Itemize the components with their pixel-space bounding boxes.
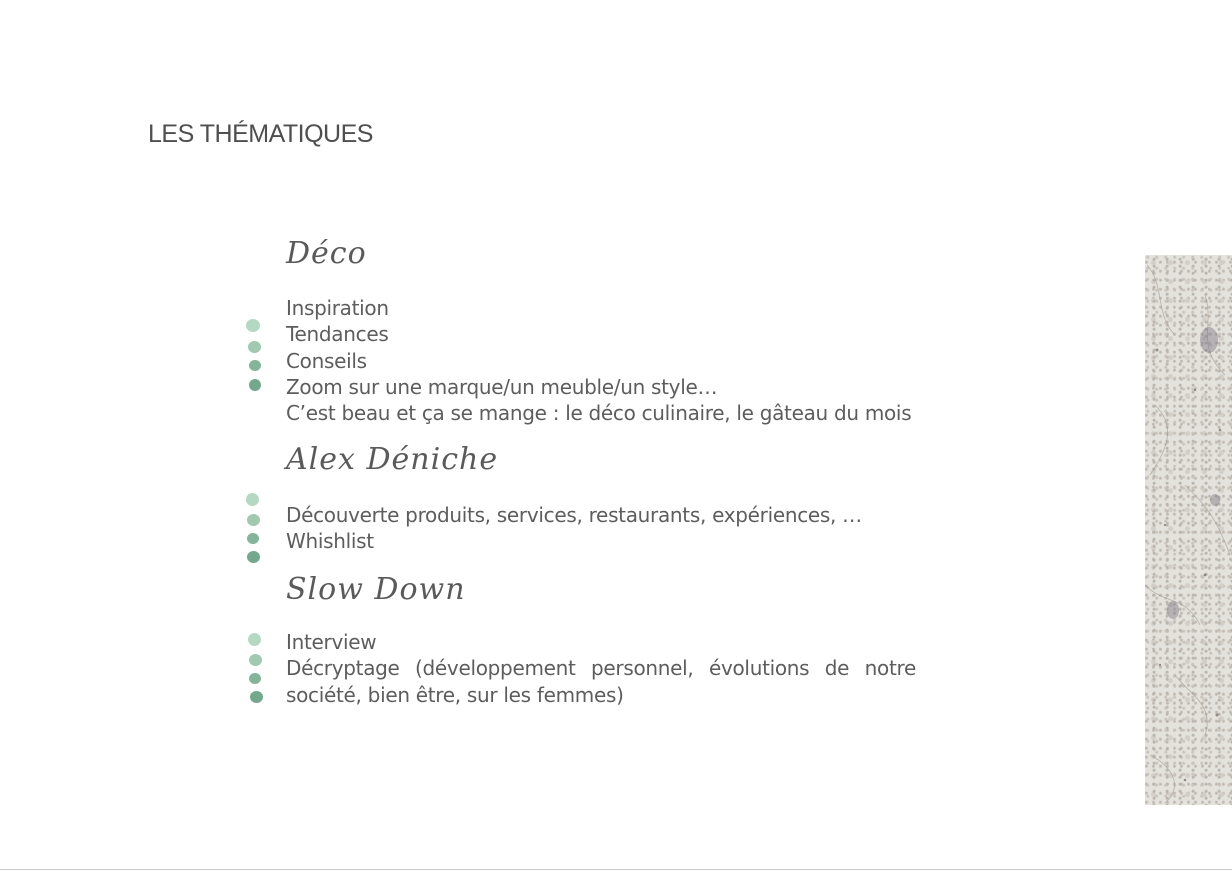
section-heading-slow-down: Slow Down <box>286 572 466 607</box>
slow-down-item-list <box>286 629 916 708</box>
list-item: Interview <box>286 630 377 654</box>
alex-deniche-item-list <box>286 502 916 555</box>
list-item: C’est beau et ça se mange : le déco culinaire, le gâteau du mois <box>286 401 912 426</box>
bottom-divider <box>0 869 1232 870</box>
deco-item-list <box>286 295 916 426</box>
list-item: Découverte produits, services, restaurants, expériences, … <box>286 503 862 527</box>
watercolor-dots-icon <box>244 319 266 395</box>
watercolor-dots-icon <box>244 493 266 569</box>
list-item: Zoom sur une marque/un meuble/un style… <box>286 374 718 399</box>
watercolor-dot-icon <box>247 551 260 563</box>
watercolor-dot-icon <box>249 673 261 684</box>
list-item: Whishlist <box>286 529 374 554</box>
watercolor-dot-icon <box>250 691 263 703</box>
watercolor-dot-icon <box>249 379 261 391</box>
list-item: Inspiration <box>286 296 389 320</box>
section-heading-alex-deniche: Alex Déniche <box>286 442 499 477</box>
watercolor-dot-icon <box>247 533 259 544</box>
watercolor-dot-icon <box>248 341 261 353</box>
section-heading-deco: Déco <box>286 236 367 271</box>
watercolor-dots-icon <box>244 633 266 709</box>
watercolor-dot-icon <box>249 654 262 666</box>
paper-fibers-icon <box>1145 255 1232 805</box>
watercolor-dot-icon <box>247 514 260 526</box>
list-item: Décryptage (développement personnel, évolutions de notre société, bien être, sur les femmes) <box>286 656 916 707</box>
list-item: Tendances <box>286 322 389 347</box>
list-item: Conseils <box>286 348 367 373</box>
paper-texture-image <box>1145 255 1232 805</box>
watercolor-dot-icon <box>248 633 261 646</box>
watercolor-dot-icon <box>246 319 260 332</box>
page-title: LES THÉMATIQUES <box>148 120 373 148</box>
watercolor-dot-icon <box>246 493 259 506</box>
watercolor-dot-icon <box>249 360 261 371</box>
